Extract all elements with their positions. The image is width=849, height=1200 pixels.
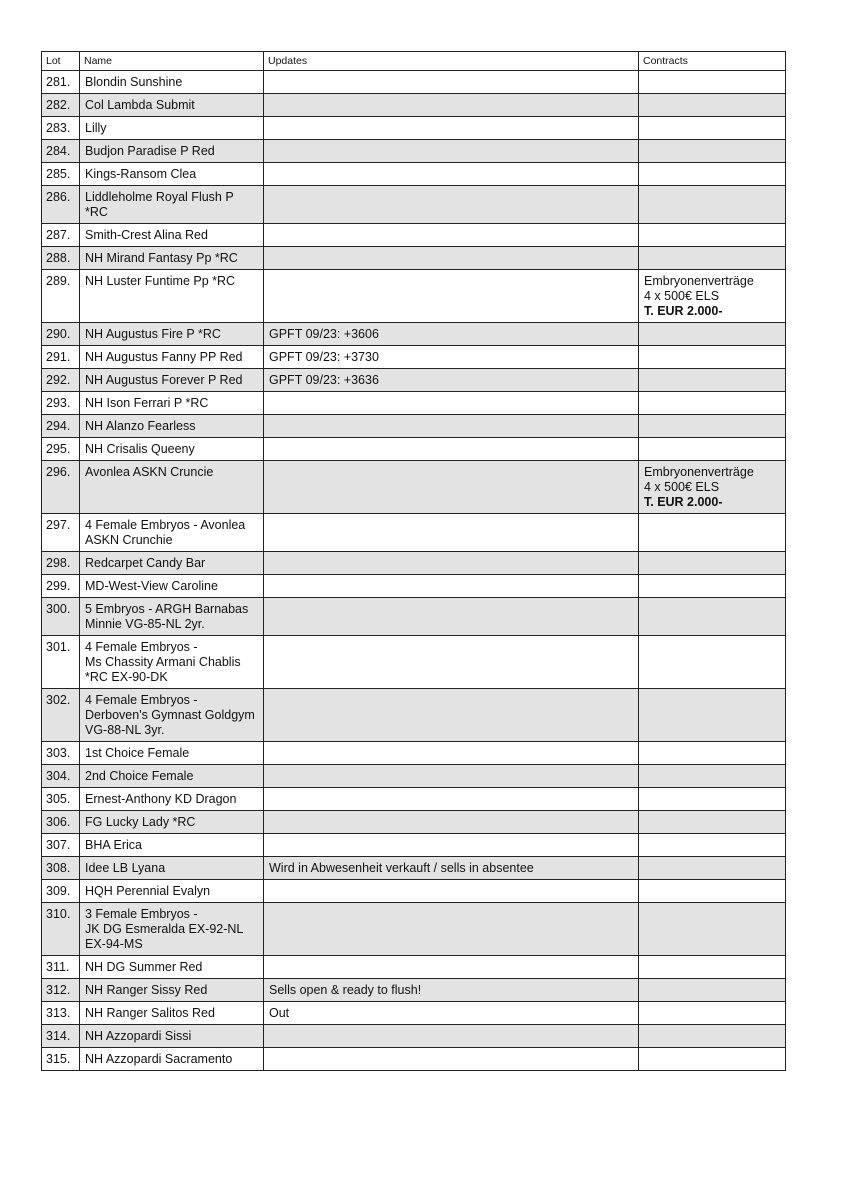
table-row (42, 811, 786, 834)
updates-cell (264, 636, 639, 689)
contracts-cell (639, 742, 786, 765)
contracts-cell (639, 956, 786, 979)
table-row (42, 186, 786, 224)
updates-cell (264, 788, 639, 811)
name-cell: HQH Perennial Evalyn (80, 880, 264, 903)
contracts-cell (639, 186, 786, 224)
updates-cell: GPFT 09/23: +3636 (264, 369, 639, 392)
table-row (42, 575, 786, 598)
table-row (42, 742, 786, 765)
table-row (42, 1025, 786, 1048)
name-cell: Smith-Crest Alina Red (80, 224, 264, 247)
name-cell: NH Augustus Forever P Red (80, 369, 264, 392)
updates-cell (264, 415, 639, 438)
table-row (42, 117, 786, 140)
table-row (42, 163, 786, 186)
lot-cell: 306. (42, 811, 80, 834)
updates-cell: GPFT 09/23: +3730 (264, 346, 639, 369)
table-row (42, 438, 786, 461)
name-cell: NH Azzopardi Sacramento (80, 1048, 264, 1071)
updates-cell (264, 224, 639, 247)
name-cell: Kings-Ransom Clea (80, 163, 264, 186)
contracts-cell (639, 346, 786, 369)
updates-cell (264, 742, 639, 765)
name-cell: NH Ison Ferrari P *RC (80, 392, 264, 415)
updates-cell (264, 71, 639, 94)
name-cell: Redcarpet Candy Bar (80, 552, 264, 575)
lot-cell: 294. (42, 415, 80, 438)
name-cell: MD-West-View Caroline (80, 575, 264, 598)
table-row (42, 369, 786, 392)
updates-cell: GPFT 09/23: +3606 (264, 323, 639, 346)
lot-cell: 285. (42, 163, 80, 186)
header-lot: Lot (42, 52, 80, 71)
lot-cell: 303. (42, 742, 80, 765)
lot-cell: 315. (42, 1048, 80, 1071)
name-cell: FG Lucky Lady *RC (80, 811, 264, 834)
contracts-cell (639, 117, 786, 140)
lot-cell: 292. (42, 369, 80, 392)
name-cell: Avonlea ASKN Cruncie (80, 461, 264, 514)
contracts-cell (639, 598, 786, 636)
contracts-cell (639, 71, 786, 94)
contracts-cell (639, 163, 786, 186)
updates-cell: Out (264, 1002, 639, 1025)
contract-line: Embryonenverträge (644, 274, 754, 288)
contracts-cell (639, 788, 786, 811)
contracts-cell (639, 811, 786, 834)
table-row (42, 552, 786, 575)
updates-cell: Wird in Abwesenheit verkauft / sells in absentee (264, 857, 639, 880)
contracts-cell (639, 857, 786, 880)
lot-cell: 282. (42, 94, 80, 117)
name-cell: Budjon Paradise P Red (80, 140, 264, 163)
name-cell: Col Lambda Submit (80, 94, 264, 117)
lot-cell: 311. (42, 956, 80, 979)
name-cell: NH Alanzo Fearless (80, 415, 264, 438)
name-cell: 4 Female Embryos - Derboven's Gymnast Goldgym VG-88-NL 3yr. (80, 689, 264, 742)
updates-cell (264, 514, 639, 552)
contracts-cell (639, 552, 786, 575)
contracts-cell (639, 903, 786, 956)
lot-cell: 286. (42, 186, 80, 224)
updates-cell (264, 834, 639, 857)
lot-cell: 297. (42, 514, 80, 552)
contracts-cell (639, 514, 786, 552)
lot-cell: 283. (42, 117, 80, 140)
lot-cell: 291. (42, 346, 80, 369)
updates-cell (264, 880, 639, 903)
updates-cell (264, 247, 639, 270)
lot-cell: 289. (42, 270, 80, 323)
lot-cell: 300. (42, 598, 80, 636)
contracts-cell (639, 270, 786, 323)
contracts-cell (639, 94, 786, 117)
contracts-cell (639, 392, 786, 415)
lot-cell: 314. (42, 1025, 80, 1048)
contracts-cell (639, 247, 786, 270)
lot-table-sheet (41, 51, 785, 1071)
contracts-cell (639, 765, 786, 788)
name-cell: NH Luster Funtime Pp *RC (80, 270, 264, 323)
contracts-cell (639, 834, 786, 857)
updates-cell (264, 186, 639, 224)
contracts-cell (639, 140, 786, 163)
name-cell: 1st Choice Female (80, 742, 264, 765)
contract-line: T. EUR 2.000- (644, 495, 723, 509)
contracts-cell (639, 689, 786, 742)
lot-cell: 290. (42, 323, 80, 346)
table-row (42, 270, 786, 323)
updates-cell (264, 575, 639, 598)
table-row (42, 140, 786, 163)
contracts-cell (639, 636, 786, 689)
header-contracts: Contracts (639, 52, 786, 71)
lot-cell: 309. (42, 880, 80, 903)
updates-cell (264, 1025, 639, 1048)
header-updates: Updates (264, 52, 639, 71)
updates-cell (264, 598, 639, 636)
table-row (42, 834, 786, 857)
lot-cell: 302. (42, 689, 80, 742)
name-cell: NH DG Summer Red (80, 956, 264, 979)
contracts-cell (639, 1002, 786, 1025)
table-header (42, 52, 786, 71)
name-cell: 2nd Choice Female (80, 765, 264, 788)
table-row (42, 71, 786, 94)
updates-cell (264, 438, 639, 461)
table-row (42, 323, 786, 346)
table-row (42, 689, 786, 742)
updates-cell (264, 270, 639, 323)
lot-cell: 308. (42, 857, 80, 880)
lot-cell: 313. (42, 1002, 80, 1025)
lot-cell: 307. (42, 834, 80, 857)
table-row (42, 224, 786, 247)
table-row (42, 247, 786, 270)
name-cell: NH Augustus Fire P *RC (80, 323, 264, 346)
name-cell: NH Augustus Fanny PP Red (80, 346, 264, 369)
contracts-cell (639, 880, 786, 903)
name-cell: 5 Embryos - ARGH Barnabas Minnie VG-85-NL 2yr. (80, 598, 264, 636)
updates-cell (264, 94, 639, 117)
lot-cell: 312. (42, 979, 80, 1002)
updates-cell: Sells open & ready to flush! (264, 979, 639, 1002)
updates-cell (264, 811, 639, 834)
contracts-cell (639, 575, 786, 598)
name-cell: NH Azzopardi Sissi (80, 1025, 264, 1048)
updates-cell (264, 1048, 639, 1071)
name-cell: Idee LB Lyana (80, 857, 264, 880)
lot-cell: 299. (42, 575, 80, 598)
lot-cell: 310. (42, 903, 80, 956)
name-cell: Lilly (80, 117, 264, 140)
updates-cell (264, 392, 639, 415)
table-row (42, 1048, 786, 1071)
lot-cell: 295. (42, 438, 80, 461)
updates-cell (264, 956, 639, 979)
lot-cell: 288. (42, 247, 80, 270)
table-row (42, 880, 786, 903)
contracts-cell (639, 1025, 786, 1048)
lot-table (41, 51, 786, 1071)
header-row (42, 52, 786, 71)
table-row (42, 346, 786, 369)
table-row (42, 1002, 786, 1025)
contracts-cell (639, 1048, 786, 1071)
name-cell: NH Ranger Salitos Red (80, 1002, 264, 1025)
contracts-cell (639, 461, 786, 514)
lot-cell: 284. (42, 140, 80, 163)
lot-cell: 293. (42, 392, 80, 415)
contracts-cell (639, 438, 786, 461)
table-row (42, 598, 786, 636)
lot-cell: 287. (42, 224, 80, 247)
lot-cell: 298. (42, 552, 80, 575)
contracts-cell (639, 224, 786, 247)
lot-cell: 281. (42, 71, 80, 94)
updates-cell (264, 461, 639, 514)
name-cell: NH Crisalis Queeny (80, 438, 264, 461)
lot-cell: 304. (42, 765, 80, 788)
table-row (42, 415, 786, 438)
updates-cell (264, 689, 639, 742)
updates-cell (264, 903, 639, 956)
lot-cell: 305. (42, 788, 80, 811)
name-cell: NH Ranger Sissy Red (80, 979, 264, 1002)
name-cell: Ernest-Anthony KD Dragon (80, 788, 264, 811)
name-cell: Liddleholme Royal Flush P *RC (80, 186, 264, 224)
table-row (42, 636, 786, 689)
contracts-cell (639, 369, 786, 392)
table-row (42, 979, 786, 1002)
contract-line: Embryonenverträge (644, 465, 754, 479)
table-row (42, 956, 786, 979)
contracts-cell (639, 979, 786, 1002)
name-cell: 3 Female Embryos - JK DG Esmeralda EX-92-NL EX-94-MS (80, 903, 264, 956)
contracts-cell (639, 323, 786, 346)
table-row (42, 514, 786, 552)
header-name: Name (80, 52, 264, 71)
table-body (42, 71, 786, 1071)
name-cell: BHA Erica (80, 834, 264, 857)
contract-line: 4 x 500€ ELS (644, 480, 720, 494)
table-row (42, 765, 786, 788)
table-row (42, 94, 786, 117)
name-cell: Blondin Sunshine (80, 71, 264, 94)
name-cell: 4 Female Embryos - Ms Chassity Armani Chablis *RC EX-90-DK (80, 636, 264, 689)
contracts-cell (639, 415, 786, 438)
updates-cell (264, 552, 639, 575)
table-row (42, 857, 786, 880)
name-cell: 4 Female Embryos - Avonlea ASKN Crunchie (80, 514, 264, 552)
table-row (42, 392, 786, 415)
updates-cell (264, 117, 639, 140)
table-row (42, 461, 786, 514)
updates-cell (264, 163, 639, 186)
lot-cell: 296. (42, 461, 80, 514)
table-row (42, 788, 786, 811)
contract-line: 4 x 500€ ELS (644, 289, 720, 303)
lot-cell: 301. (42, 636, 80, 689)
contract-line: T. EUR 2.000- (644, 304, 723, 318)
updates-cell (264, 765, 639, 788)
table-row (42, 903, 786, 956)
name-cell: NH Mirand Fantasy Pp *RC (80, 247, 264, 270)
updates-cell (264, 140, 639, 163)
